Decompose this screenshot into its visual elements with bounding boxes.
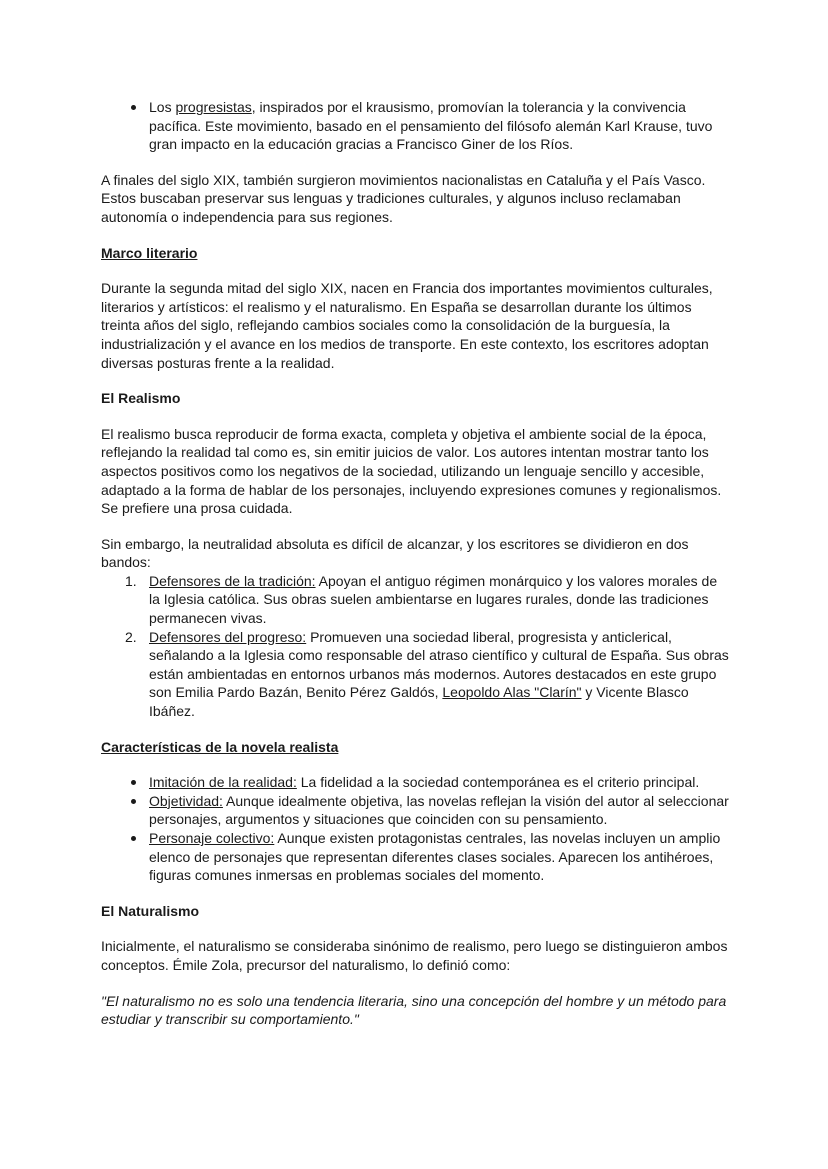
list-item [149,98,731,154]
zola-quote [101,992,731,1029]
item-text: La fidelidad a la sociedad contemporánea es el criterio principal. [296,774,700,791]
heading-marco-literario: Marco literario [101,244,198,261]
term-progresistas: progresistas [175,99,252,115]
bandos-list [101,572,731,721]
item-text: Aunque idealmente objetiva, las novelas reflejan la visión del autor al seleccionar personajes, argumentos y situaciones que coinciden con su pensamiento. [149,792,729,828]
item-tail: y Vicente Blasco Ibáñez. [149,684,689,720]
intro-list [101,98,731,154]
paragraph-marco: Durante la segunda mitad del siglo XIX, nacen en Francia dos importantes movimientos culturales, literarios y artísticos: el realismo y el naturalismo. En España se desarrollan durante los últimos treinta años del siglo, reflejando cambios sociales como la consolidación de la burguesía, la industrialización y el avance en los medios de transporte. En este contexto, los escritores adoptan diversas posturas frente a la realidad. [101,280,713,371]
list-item [125,628,731,721]
item-text: Apoyan el antiguo régimen monárquico y los valores morales de la Iglesia católica. Sus obras suelen ambientarse en lugares rurales, donde las tradiciones permanecen vivas. [149,572,718,627]
item-text: Promueven una sociedad liberal, progresista y anticlerical, señalando a la Iglesia como responsable del atraso científico y cultural de España. Sus obras están ambientadas en entornos urbanos más modernos. Autores destacados en este grupo son Emilia Pardo Bazán, Benito Pérez Galdós, [149,628,729,701]
list-number: 2. [125,628,137,645]
paragraph-naturalismo: Inicialmente, el naturalismo se consideraba sinónimo de realismo, pero luego se distinguieron ambos conceptos. Émile Zola, precursor del naturalismo, lo definió como: [101,938,728,973]
heading-caracteristicas: Características de la novela realista [101,738,339,755]
heading-realismo: El Realismo [101,390,181,407]
item-text: Aunque existen protagonistas centrales, las novelas incluyen un amplio elenco de personajes que representan diferentes clases sociales. Aparecen los antihéroes, figuras comunes inmersas en problemas sociales del momento. [149,830,721,884]
term: Defensores de la tradición: [149,572,316,589]
list-item [149,773,731,792]
list-item [125,572,731,628]
term: Objetividad: [149,792,223,809]
term: Defensores del progreso: [149,628,307,645]
item-prefix: Los [149,99,176,115]
term: Personaje colectivo: [149,830,275,846]
paragraph-nacionalismos: A finales del siglo XIX, también surgieron movimientos nacionalistas en Cataluña y el País Vasco. Estos buscaban preservar sus lenguas y tradiciones culturales, y algunos incluso reclamaban autonomía o independencia para sus regiones. [101,171,706,225]
caracteristicas-list [101,773,731,885]
term: Imitación de la realidad: [149,774,297,791]
quote-text: "El naturalismo no es solo una tendencia literaria, sino una concepción del hombre y un método para estudiar y transcribir su comportamiento." [101,992,727,1028]
heading-naturalismo: El Naturalismo [101,902,200,919]
paragraph-realismo: El realismo busca reproducir de forma exacta, completa y objetiva el ambiente social de la época, reflejando la realidad tal como es, sin emitir juicios de valor. Los autores intentan mostrar tanto los aspectos positivos como los negativos de la sociedad, utilizando un lenguaje sencillo y accesible, adaptado a la forma de hablar de los personajes, incluyendo expresiones comunes y regionalismos. Se prefiere una prosa cuidada. [101,425,722,517]
item-text: , inspirados por el krausismo, promovían la tolerancia y la convivencia pacífica. Este movimiento, basado en el pensamiento del filósofo alemán Karl Krause, tuvo gran impacto en la educación gracias a Francisco Giner de los Ríos. [149,99,713,153]
author-link-clarin[interactable]: Leopoldo Alas "Clarín" [442,684,582,701]
list-item [149,829,731,885]
list-item [149,792,731,829]
paragraph-bandos: Sin embargo, la neutralidad absoluta es difícil de alcanzar, y los escritores se dividieron en dos bandos: [101,535,689,571]
list-number: 1. [125,572,137,589]
